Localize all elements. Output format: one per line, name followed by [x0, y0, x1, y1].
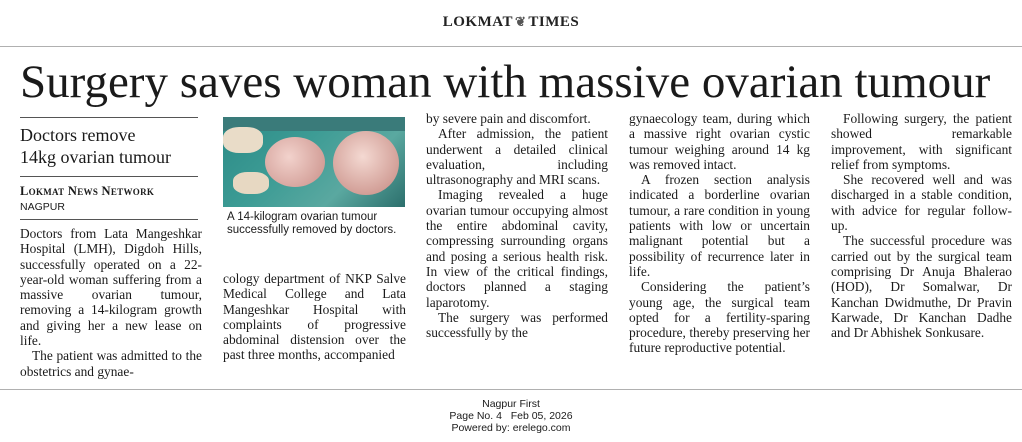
bottom-rule: [0, 389, 1022, 390]
subhead-line2: 14kg ovarian tumour: [20, 147, 171, 167]
column-5: [831, 111, 1012, 340]
top-rule: [0, 46, 1022, 47]
footer-edition: Nagpur First: [482, 398, 540, 410]
subhead: [20, 124, 200, 168]
paragraph: A frozen section analysis indicated a borderline ovarian tumour, a rare condition in young patients with low or uncertain malignant potential but a possibility of recurrence later in life.: [629, 172, 810, 279]
paragraph: Considering the patient’s young age, the surgical team opted for a fertility-sparing procedure, thereby preserving her future reproductive potential.: [629, 279, 810, 356]
paragraph: Following surgery, the patient showed remarkable improvement, with significant relief from symptoms.: [831, 111, 1012, 172]
paragraph: Doctors from Lata Mangeshkar Hospital (LMH), Digdoh Hills, successfully operated on a 22-year-old woman suffering from a massive ovarian tumour, removing a 14-kilogram growth and giving her a new lease on life.: [20, 226, 202, 349]
headline: Surgery saves woman with massive ovarian tumour: [20, 56, 991, 108]
surgery-photo: [223, 117, 405, 207]
masthead-left: LOKMAT: [442, 14, 513, 30]
photo-caption: A 14-kilogram ovarian tumour successfully removed by doctors.: [227, 211, 397, 236]
paragraph: Imaging revealed a huge ovarian tumour occupying almost the entire abdominal cavity, compressing surrounding organs and posing a serious health risk. In view of the critical findings, doctors planned a staging laparotomy.: [426, 187, 608, 310]
footer-powered-by[interactable]: Powered by: erelego.com: [451, 422, 571, 435]
paragraph: by severe pain and discomfort.: [426, 111, 591, 126]
column-2: [223, 271, 406, 363]
masthead-right: TIMES: [528, 14, 580, 30]
paragraph: gynaecology team, during which a massive right ovarian cystic tumour weighing around 14 kg was removed intact.: [629, 111, 810, 172]
paragraph: The successful procedure was carried out by the surgical team comprising Dr Anuja Bhalerao (HOD), Dr Somalwar, Dr Kanchan Dwidmuthe, Dr Pravin Karwade, Dr Kanchan Dadhe and Dr Abhishek Sonkusare.: [831, 233, 1012, 341]
paragraph: The surgery was performed successfully by the: [426, 309, 608, 341]
byline-rule: [20, 219, 198, 220]
paragraph: After admission, the patient underwent a detailed clinical evaluation, including ultrasonography and MRI scans.: [426, 126, 608, 188]
paragraph: The patient was admitted to the obstetrics and gynae-: [20, 348, 202, 379]
emblem-icon: ❦: [514, 14, 527, 29]
column-1: [20, 226, 202, 379]
dateline: NAGPUR: [20, 201, 65, 213]
byline: Lokmat News Network: [20, 184, 155, 198]
footer: [0, 398, 1022, 435]
subhead-rule-bottom: [20, 176, 198, 177]
footer-page-date: Page No. 4 Feb 05, 2026: [449, 410, 573, 423]
column-4: [629, 111, 810, 356]
masthead: [0, 14, 1022, 31]
column-3: [426, 111, 608, 340]
subhead-line1: Doctors remove: [20, 125, 136, 145]
paragraph: She recovered well and was discharged in a stable condition, with advice for regular follow-up.: [831, 172, 1012, 234]
subhead-rule-top: [20, 117, 198, 118]
paragraph: cology department of NKP Salve Medical College and Lata Mangeshkar Hospital with complaints of progressive abdominal distension over the past three months, accompanied: [223, 271, 406, 363]
